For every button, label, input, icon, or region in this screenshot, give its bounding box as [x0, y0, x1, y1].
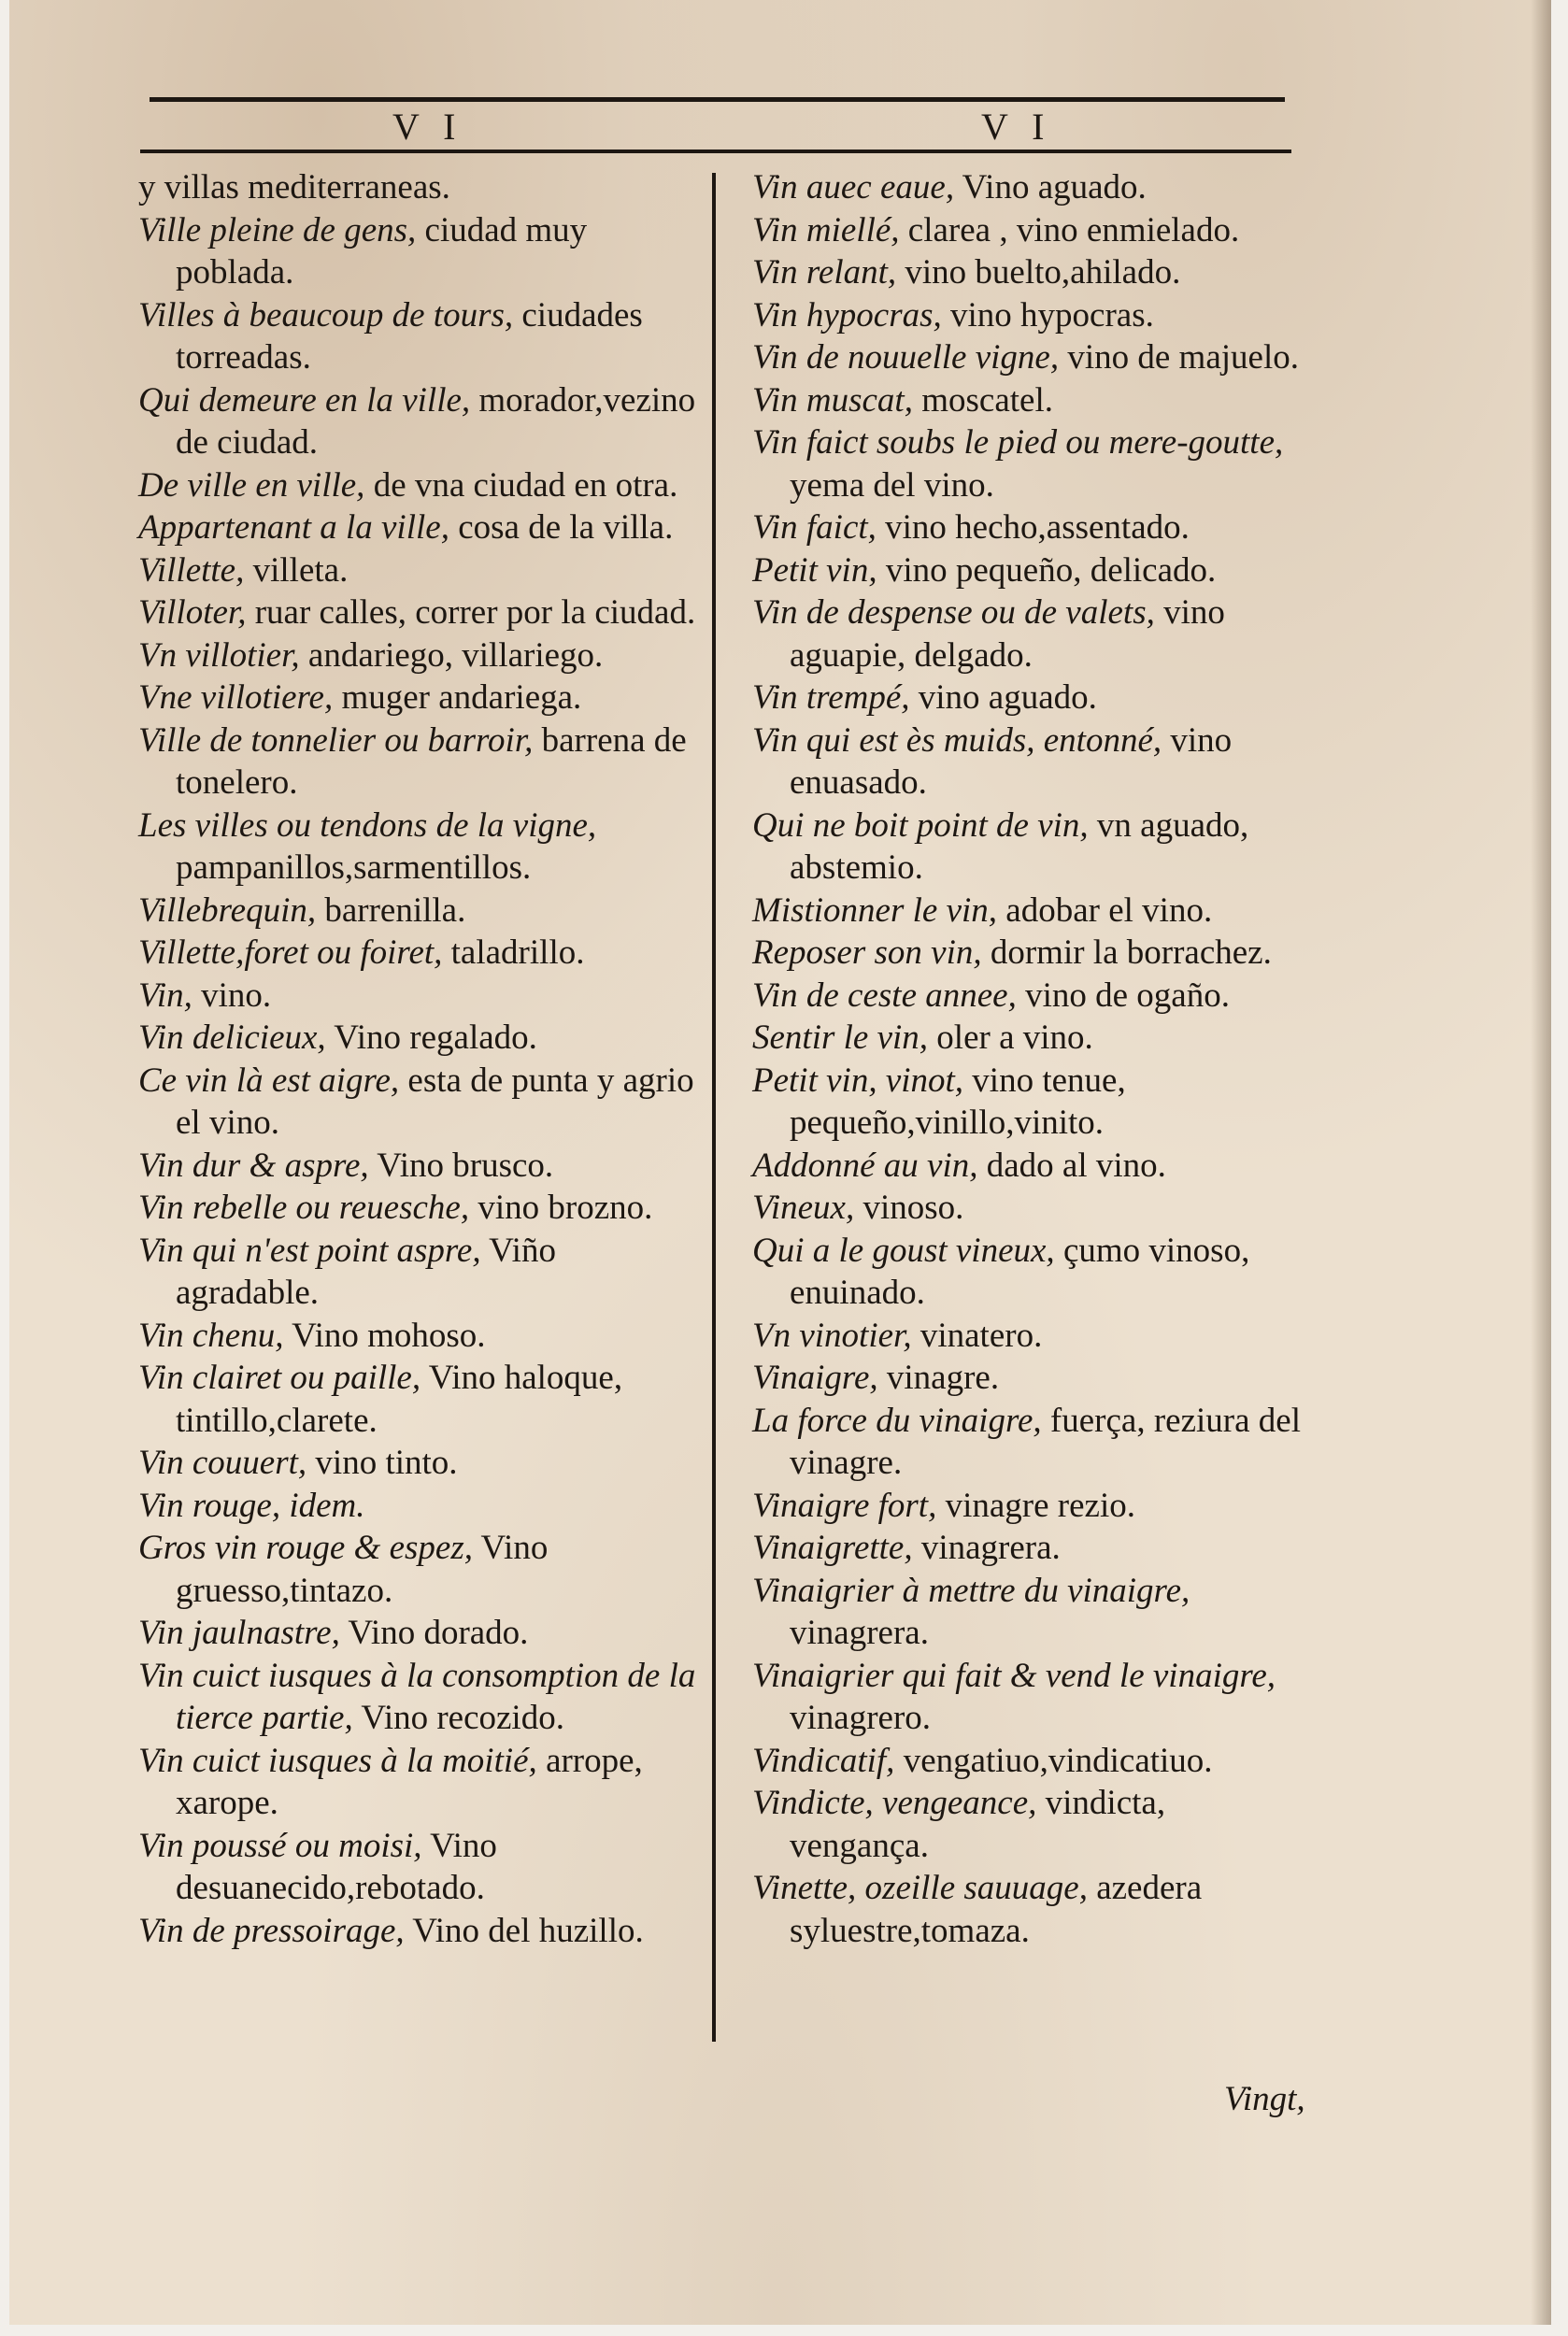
entry-headword: Vin qui est ès muids, entonné, [752, 720, 1162, 760]
dictionary-entry [138, 294, 699, 379]
dictionary-entry [138, 506, 699, 549]
entry-translation: yema del vino. [790, 465, 994, 505]
book-page [9, 0, 1551, 2325]
dictionary-entry [752, 1485, 1313, 1528]
entry-headword: Vin muscat, [752, 380, 913, 420]
dictionary-entry [138, 1315, 699, 1358]
entry-headword: Vin faict, [752, 508, 877, 547]
entry-headword: Vin cuict iusques à la moitié, [138, 1741, 537, 1780]
page-edge-shadow [1531, 0, 1551, 2325]
entry-translation: de vna ciudad en otra. [364, 465, 678, 505]
entry-headword: Addonné au vin, [752, 1146, 978, 1185]
dictionary-entry [752, 975, 1313, 1018]
dictionary-entry [752, 677, 1313, 719]
entry-headword: Vin auec eaue, [752, 168, 955, 207]
entry-headword: La force du vinaigre, [752, 1401, 1042, 1440]
dictionary-entry [138, 634, 699, 677]
entry-headword: Vin delicieux, [138, 1018, 326, 1057]
entry-translation: Vino aguado. [954, 168, 1147, 207]
entry-headword: Vin poussé ou moisi, [138, 1826, 422, 1865]
entry-headword: Ville de tonnelier ou barroir, [138, 720, 534, 760]
entry-headword: Vineux, [752, 1189, 855, 1227]
entry-translation: vinagre rezio. [936, 1486, 1135, 1525]
entry-translation: vinagrero. [790, 1699, 932, 1737]
dictionary-entry [138, 677, 699, 719]
dictionary-entry [752, 1400, 1313, 1485]
entry-translation: oler a vino. [928, 1018, 1093, 1057]
entry-translation: muger andariega. [333, 678, 582, 717]
dictionary-entry [138, 1740, 699, 1825]
entry-translation: moscatel. [912, 380, 1053, 420]
entry-headword: Vinaigre fort, [752, 1486, 937, 1525]
entry-headword: Vinette, ozeille sauuage, [752, 1869, 1088, 1907]
dictionary-entry [138, 1655, 699, 1740]
dictionary-entry [752, 1527, 1313, 1570]
entry-translation: vino de ogaño. [1016, 976, 1230, 1015]
entry-translation: Vino dorado. [339, 1614, 529, 1652]
dictionary-entry [752, 166, 1313, 209]
entry-headword: Vn vinotier, [752, 1316, 912, 1355]
dictionary-entry [138, 549, 699, 592]
entry-headword: Villette,foret ou foiret, [138, 933, 443, 972]
header-rule-top [150, 97, 1285, 102]
entry-translation: ruar calles, correr por la ciudad. [246, 593, 696, 632]
dictionary-entry [752, 1867, 1313, 1952]
dictionary-entry [752, 294, 1313, 337]
entry-headword: Ville pleine de gens, [138, 210, 417, 249]
entry-headword: Vin, [138, 976, 192, 1015]
entry-translation: vino aguado. [909, 678, 1097, 717]
dictionary-entry [138, 1485, 699, 1528]
entry-translation: vino hypocras. [941, 295, 1154, 335]
entry-translation: vinagrera. [912, 1529, 1061, 1567]
entry-translation: vinagrera. [790, 1614, 929, 1652]
entry-translation: Vino recozido. [352, 1699, 564, 1737]
dictionary-entry [138, 209, 699, 294]
entry-headword: Gros vin rouge & espez, [138, 1529, 473, 1567]
entry-headword: Qui ne boit point de vin, [752, 805, 1089, 845]
dictionary-entry [138, 166, 699, 209]
entry-translation: esta de punta y agrio el vino. [176, 1061, 694, 1142]
entry-headword: Vin faict soubs le pied ou mere-goutte, [752, 423, 1284, 462]
entry-headword: Vin relant, [752, 253, 897, 292]
dictionary-entry [752, 1570, 1313, 1655]
dictionary-entry [752, 1740, 1313, 1783]
entry-headword: De ville en ville, [138, 465, 365, 505]
entry-translation: vinoso. [854, 1189, 964, 1227]
entry-translation: vino pequeño, delicado. [877, 550, 1217, 590]
entry-translation: Vino haloque, tintillo,clarete. [176, 1359, 623, 1440]
left-column [138, 166, 699, 1952]
dictionary-entry [752, 591, 1313, 677]
entry-headword: Vinaigrier qui fait & vend le vinaigre, [752, 1656, 1276, 1695]
dictionary-entry [138, 975, 699, 1018]
dictionary-entry [752, 719, 1313, 805]
entry-translation: vino brozno. [469, 1189, 653, 1227]
entry-headword: Qui demeure en la ville, [138, 380, 471, 420]
dictionary-entry [752, 421, 1313, 506]
entry-translation: Vino regalado. [325, 1018, 537, 1057]
dictionary-entry [138, 1612, 699, 1655]
dictionary-entry [752, 209, 1313, 252]
entry-headword: Villes à beaucoup de tours, [138, 295, 514, 335]
entry-headword: Vin clairet ou paille, [138, 1359, 421, 1397]
entry-translation: vino aguapie, delgado. [790, 593, 1225, 675]
entry-translation: morador,vezino de ciudad. [176, 380, 696, 462]
entry-headword: Vin dur & aspre, [138, 1146, 369, 1185]
entry-headword: Qui a le goust vineux, [752, 1231, 1055, 1270]
entry-translation: y villas mediterraneas. [138, 168, 450, 207]
dictionary-entry [138, 464, 699, 507]
dictionary-entry [752, 336, 1313, 379]
entry-headword: Vindicte, vengeance, [752, 1784, 1037, 1822]
entry-headword: Mistionner le vin, [752, 890, 998, 930]
entry-headword: Vin de nouuelle vigne, [752, 338, 1060, 377]
dictionary-entry [138, 1825, 699, 1910]
dictionary-entry [138, 1442, 699, 1485]
entry-translation: barrenilla. [316, 890, 466, 930]
entry-headword: Appartenant a la ville, [138, 508, 449, 547]
dictionary-entry [138, 1187, 699, 1230]
dictionary-entry [138, 805, 699, 890]
dictionary-entry [752, 1315, 1313, 1358]
entry-translation: clarea , vino enmielado. [899, 210, 1240, 249]
entry-translation: vino. [192, 976, 272, 1015]
entry-translation: vinagre. [877, 1359, 1000, 1397]
column-divider [712, 173, 716, 2042]
entry-translation: ciudad muy poblada. [176, 210, 588, 292]
entry-headword: Vne villotiere, [138, 678, 334, 717]
header-rule-bottom [140, 150, 1291, 153]
entry-translation: barrena de tonelero. [176, 720, 687, 802]
entry-headword: Vin jaulnastre, [138, 1614, 340, 1652]
entry-headword: Ce vin là est aigre, [138, 1061, 400, 1100]
catchword: Vingt, [1224, 2080, 1305, 2118]
dictionary-entry [752, 932, 1313, 975]
dictionary-entry [752, 805, 1313, 890]
dictionary-entry [138, 1060, 699, 1145]
entry-headword: Vin couuert, [138, 1444, 307, 1482]
entry-translation: taladrillo. [442, 933, 585, 972]
dictionary-entry [752, 890, 1313, 933]
dictionary-entry [752, 1145, 1313, 1188]
dictionary-entry [138, 1910, 699, 1953]
dictionary-entry [752, 1655, 1313, 1740]
entry-headword: Vin rebelle ou reuesche, [138, 1189, 470, 1227]
entry-translation: vino enuasado. [790, 720, 1233, 802]
entry-translation: andariego, villariego. [299, 635, 604, 675]
entry-translation: cosa de la villa. [449, 508, 674, 547]
dictionary-entry [752, 1230, 1313, 1315]
entry-translation: ciudades torreadas. [176, 295, 643, 377]
dictionary-entry [138, 719, 699, 805]
entry-translation: pampanillos,sarmentillos. [176, 848, 532, 887]
entry-translation: vino hecho,assentado. [876, 508, 1190, 547]
entry-headword: Petit vin, [752, 550, 877, 590]
entry-translation: arrope, xarope. [176, 1741, 643, 1822]
entry-headword: Villette, [138, 550, 245, 590]
dictionary-entry [752, 506, 1313, 549]
dictionary-entry [752, 379, 1313, 422]
entry-translation: vino tinto. [306, 1444, 458, 1482]
entry-headword: Sentir le vin, [752, 1018, 929, 1057]
entry-headword: Villoter, [138, 593, 247, 632]
entry-translation: Vino del huzillo. [404, 1911, 644, 1950]
entry-translation: Vino mohoso. [283, 1316, 486, 1355]
entry-headword: Vin qui n'est point aspre, [138, 1231, 481, 1270]
entry-headword: Vn villotier, [138, 635, 300, 675]
entry-translation: vino de majuelo. [1059, 338, 1299, 377]
entry-translation: vn aguado, abstemio. [790, 805, 1249, 887]
entry-translation: vengatiuo,vindicatiuo. [894, 1741, 1213, 1780]
entry-translation: adobar el vino. [997, 890, 1213, 930]
running-head-left: V I [392, 106, 463, 148]
entry-translation: vinatero. [911, 1316, 1043, 1355]
dictionary-entry [138, 591, 699, 634]
entry-headword: Vinaigre, [752, 1359, 878, 1397]
dictionary-entry [752, 1357, 1313, 1400]
dictionary-entry [138, 1357, 699, 1442]
dictionary-entry [752, 549, 1313, 592]
entry-translation: azedera syluestre,tomaza. [790, 1869, 1203, 1950]
entry-translation: Vino gruesso,tintazo. [176, 1529, 549, 1610]
entry-headword: Reposer son vin, [752, 933, 982, 972]
entry-headword: Vinaigrette, [752, 1529, 913, 1567]
dictionary-entry [752, 1060, 1313, 1145]
entry-translation: Vino desuanecido,rebotado. [176, 1826, 497, 1907]
entry-headword: Vin miellé, [752, 210, 900, 249]
entry-headword: Les villes ou tendons de la vigne, [138, 805, 597, 845]
entry-translation: dado al vino. [977, 1146, 1166, 1185]
entry-headword: Vindicatif, [752, 1741, 895, 1780]
entry-translation: fuerça, reziura del vinagre. [790, 1401, 1301, 1482]
entry-headword: Vin de despense ou de valets, [752, 593, 1155, 632]
running-head-right: V I [981, 106, 1052, 148]
right-column [752, 166, 1313, 1952]
dictionary-entry [138, 890, 699, 933]
entry-headword: Vin trempé, [752, 678, 910, 717]
entry-translation: dormir la borrachez. [981, 933, 1272, 972]
entry-headword: Vin de ceste annee, [752, 976, 1017, 1015]
dictionary-entry [752, 1017, 1313, 1060]
entry-translation: Vino brusco. [368, 1146, 554, 1185]
dictionary-entry [138, 932, 699, 975]
entry-headword: Vin chenu, [138, 1316, 284, 1355]
dictionary-entry [138, 1145, 699, 1188]
entry-headword: Vin hypocras, [752, 295, 942, 335]
dictionary-entry [752, 1782, 1313, 1867]
entry-headword: Vin rouge, idem. [138, 1486, 365, 1525]
entry-translation: çumo vinoso, enuinado. [790, 1231, 1250, 1312]
entry-headword: Petit vin, vinot, [752, 1061, 964, 1100]
dictionary-entry [138, 1017, 699, 1060]
entry-translation: vindicta, vengança. [790, 1784, 1166, 1865]
entry-headword: Vinaigrier à mettre du vinaigre, [752, 1571, 1190, 1610]
dictionary-entry [752, 251, 1313, 294]
entry-translation: vino tenue, pequeño,vinillo,vinito. [790, 1061, 1126, 1142]
entry-headword: Vin de pressoirage, [138, 1911, 405, 1950]
dictionary-entry [138, 379, 699, 464]
entry-headword: Vin cuict iusques à la consomption de la tierce partie, [138, 1656, 696, 1737]
entry-headword: Villebrequin, [138, 890, 317, 930]
entry-translation: vino buelto,ahilado. [896, 253, 1181, 292]
entry-translation: Viño agradable. [176, 1231, 556, 1312]
dictionary-entry [752, 1187, 1313, 1230]
dictionary-entry [138, 1527, 699, 1612]
dictionary-entry [138, 1230, 699, 1315]
entry-translation: villeta. [244, 550, 349, 590]
